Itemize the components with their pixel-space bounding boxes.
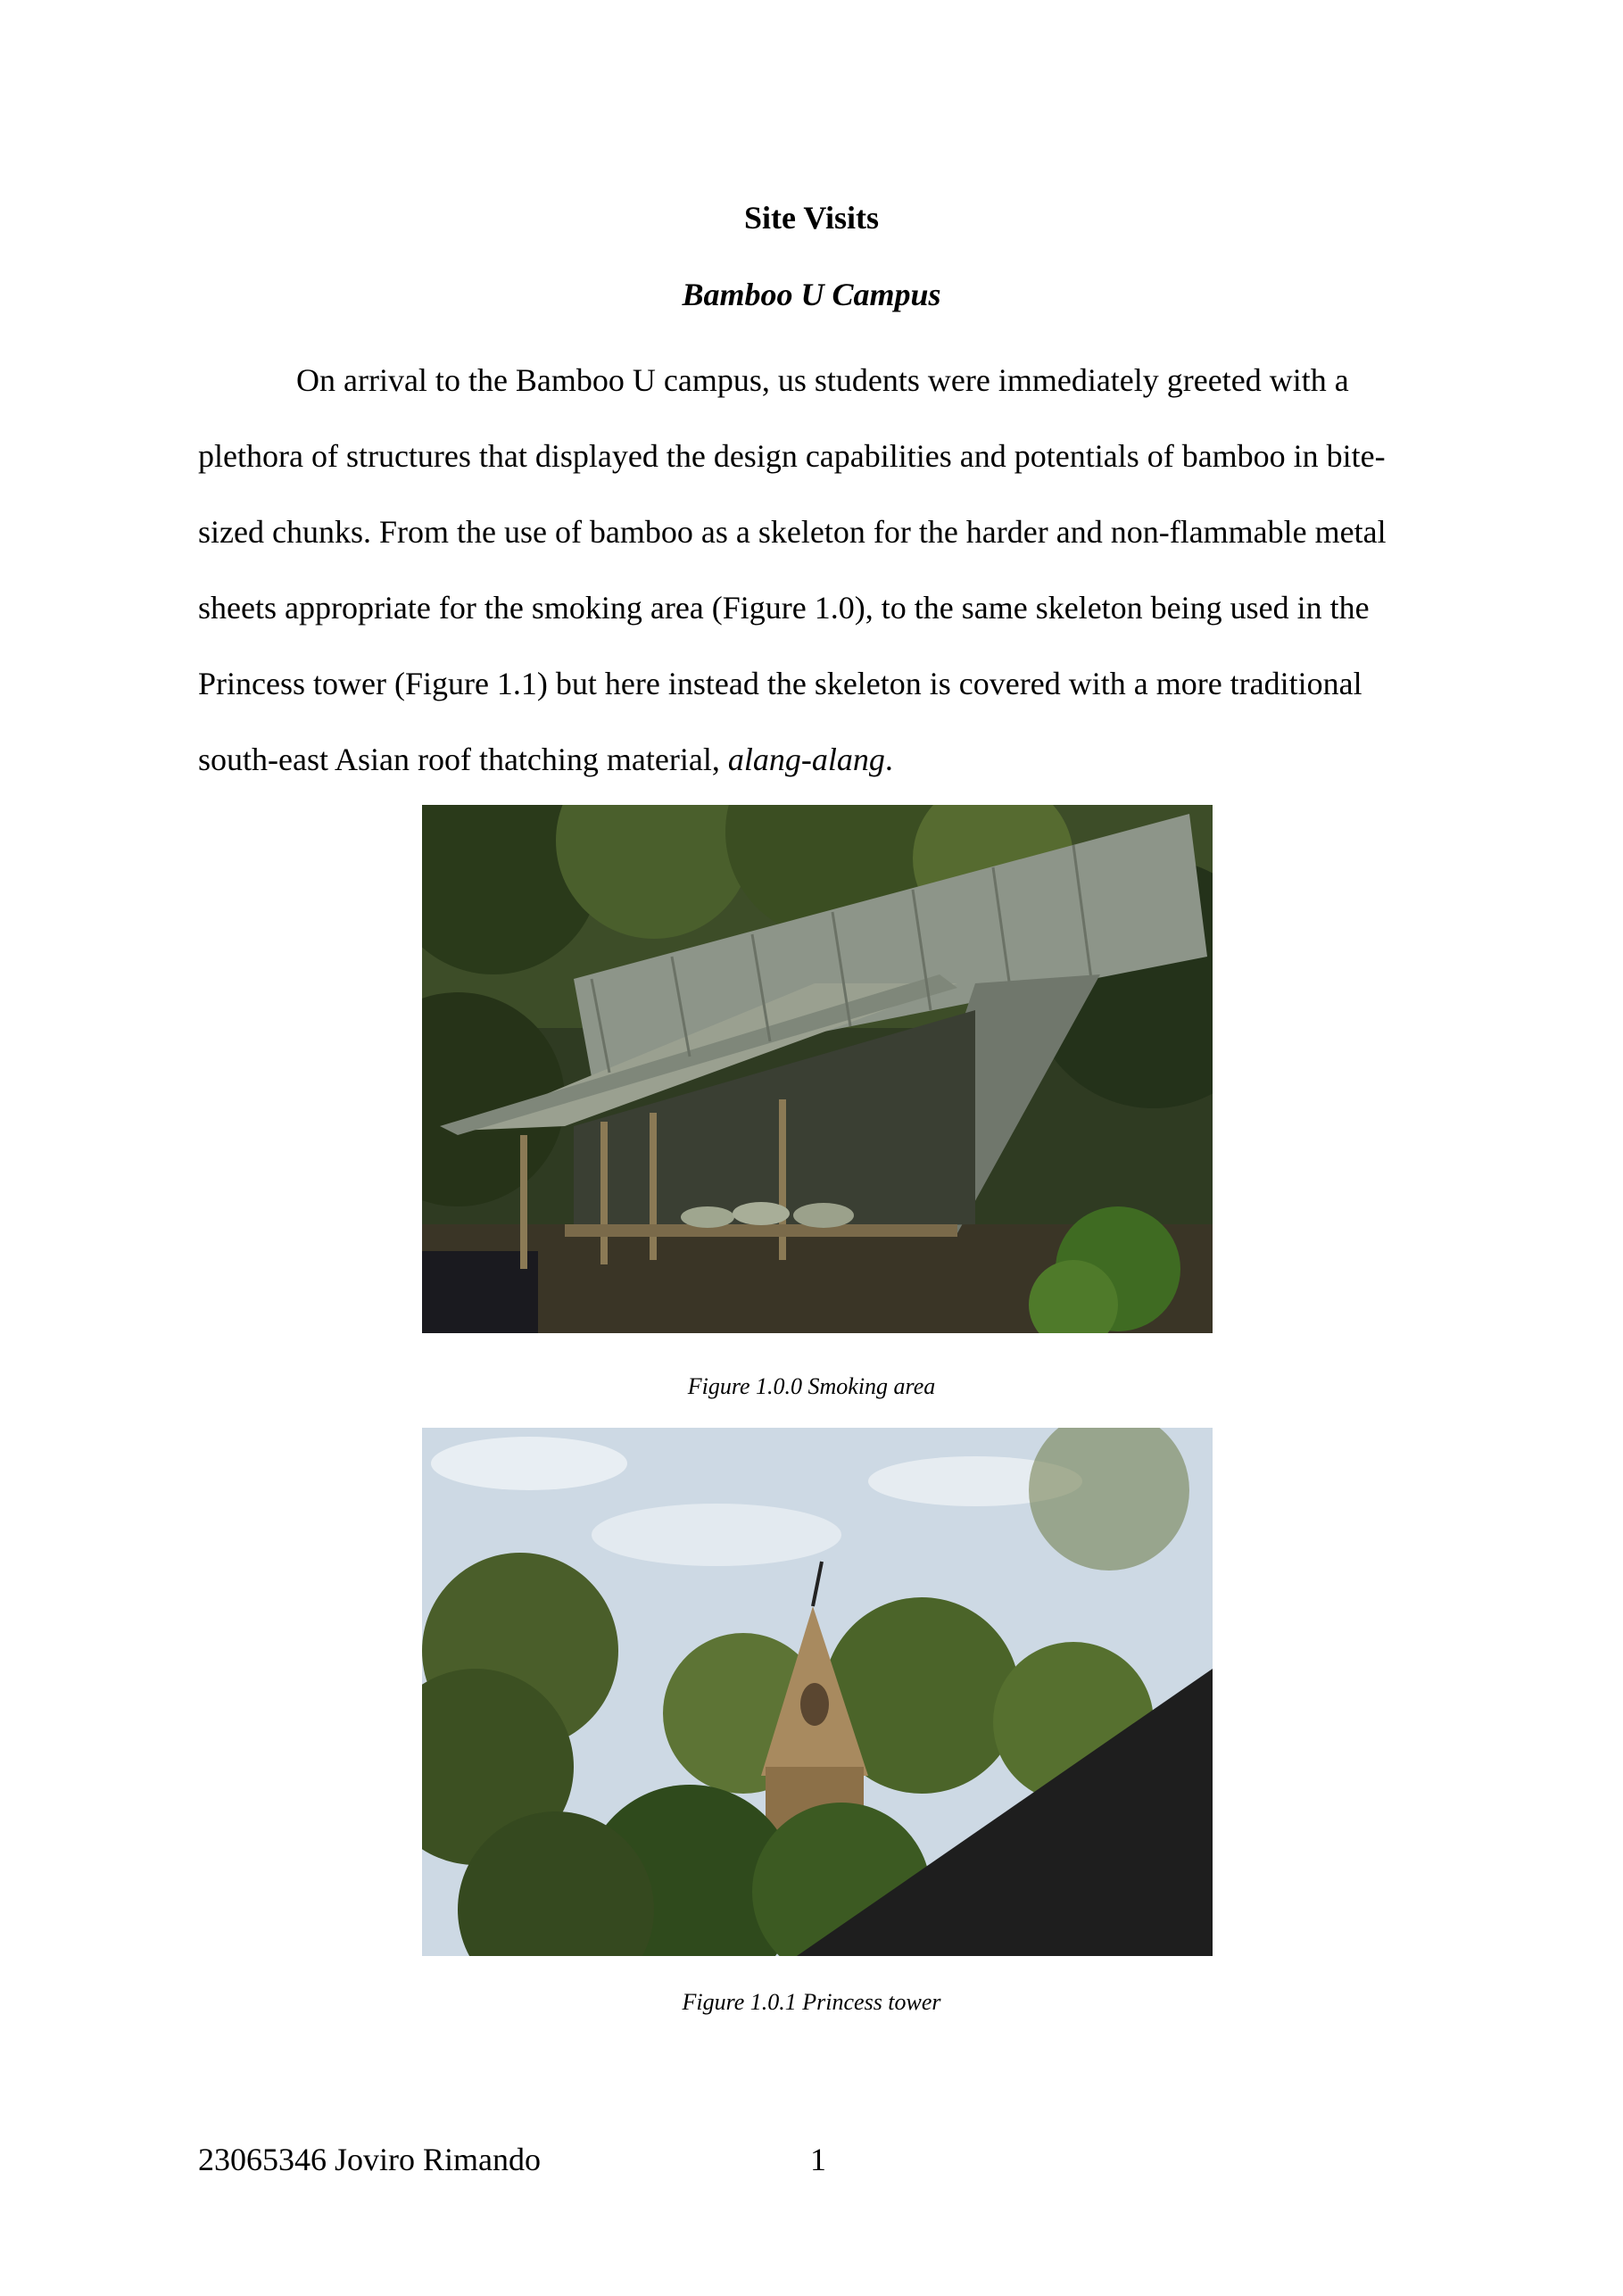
paragraph-line: sized chunks. From the use of bamboo as a skeleton for the harder and non-flammable metal xyxy=(198,514,1387,550)
body-paragraph xyxy=(198,343,1429,798)
princess-tower-illustration xyxy=(422,1428,1213,1956)
page-number: 1 xyxy=(810,2142,826,2177)
paragraph-line: On arrival to the Bamboo U campus, us students were immediately greeted with a xyxy=(296,362,1349,398)
princess-tower-photo xyxy=(422,1428,1213,1956)
footer-author: 23065346 Joviro Rimando xyxy=(198,2142,541,2177)
paragraph-punctuation: . xyxy=(884,742,893,777)
section-title: Site Visits xyxy=(743,200,879,236)
paragraph-line: sheets appropriate for the smoking area (Figure 1.0), to the same skeleton being used in the xyxy=(198,590,1370,626)
figure-caption: Figure 1.0.1 Princess tower xyxy=(682,1989,941,2015)
paragraph-line-last xyxy=(198,722,1429,798)
paragraph-text: south-east Asian roof thatching material, xyxy=(198,742,728,777)
paragraph-line: plethora of structures that displayed the design capabilities and potentials of bamboo in bite- xyxy=(198,438,1386,474)
smoking-area-photo xyxy=(422,805,1213,1333)
smoking-area-illustration xyxy=(422,805,1213,1333)
subsection-title: Bamboo U Campus xyxy=(682,277,941,312)
figure-caption: Figure 1.0.0 Smoking area xyxy=(687,1373,936,1399)
italic-term: alang-alang xyxy=(727,742,885,777)
paragraph-line: Princess tower (Figure 1.1) but here instead the skeleton is covered with a more traditional xyxy=(198,666,1362,701)
